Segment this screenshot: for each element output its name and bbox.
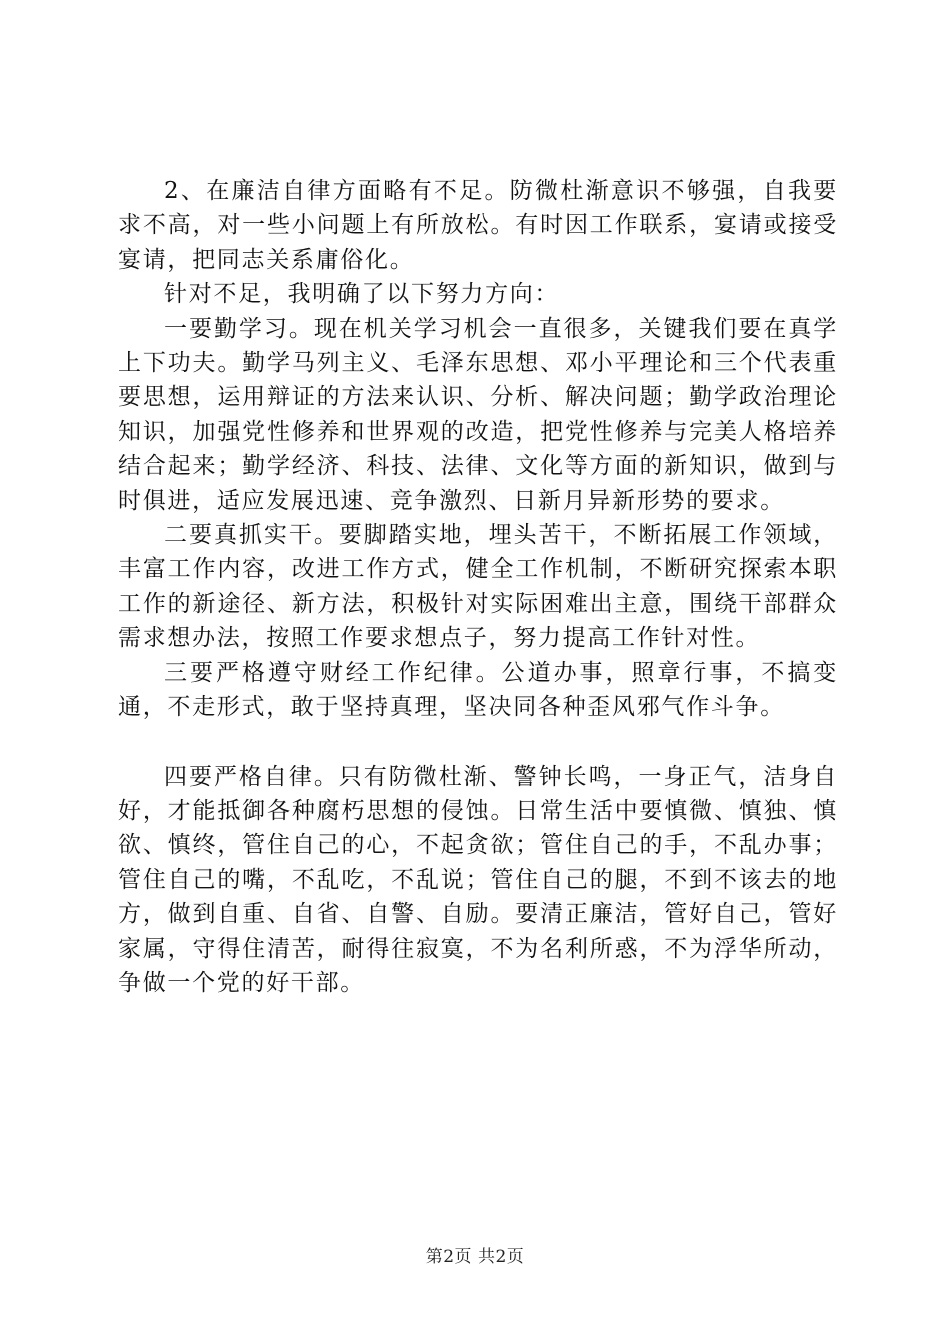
paragraph-integrity-shortcoming: 2、在廉洁自律方面略有不足。防微杜渐意识不够强，自我要求不高，对一些小问题上有所放松。有时因工作联系，宴请或接受宴请，把同志关系庸俗化。 (118, 178, 838, 273)
paragraph-financial-discipline: 三要严格遵守财经工作纪律。公道办事，照章行事，不搞变通，不走形式，敢于坚持真理，坚决同各种歪风邪气作斗争。 (118, 659, 838, 721)
paragraph-improvement-intro: 针对不足，我明确了以下努力方向： (164, 281, 560, 308)
document-body (118, 174, 838, 1000)
paragraph-study-diligently: 一要勤学习。现在机关学习机会一直很多，关键我们要在真学上下功夫。勤学马列主义、毛泽东思想、邓小平理论和三个代表重要思想，运用辩证的方法来认识、分析、解决问题；勤学政治理论知识，加强党性修养和世界观的改造，把党性修养与完美人格培养结合起来；勤学经济、科技、法律、文化等方面的新知识，做到与时俱进，适应发展迅速、竞争激烈、日新月异新形势的要求。 (118, 315, 838, 514)
paragraph-gap (118, 725, 838, 760)
paragraph-practical-work: 二要真抓实干。要脚踏实地，埋头苦干，不断拓展工作领域，丰富工作内容，改进工作方式，健全工作机制，不断研究探索本职工作的新途径、新方法，积极针对实际困难出主意，围绕干部群众需求想办法，按照工作要求想点子，努力提高工作针对性。 (118, 522, 838, 652)
page-footer: 第2页 共2页 (425, 1247, 525, 1267)
paragraph-self-discipline: 四要严格自律。只有防微杜渐、警钟长鸣，一身正气，洁身自好，才能抵御各种腐朽思想的侵蚀。日常生活中要慎微、慎独、慎欲、慎终，管住自己的心，不起贪欲；管住自己的手，不乱办事；管住自己的嘴，不乱吃，不乱说；管住自己的腿，不到不该去的地方，做到自重、自省、自警、自励。要清正廉洁，管好自己，管好家属，守得住清苦，耐得往寂寞，不为名利所惑，不为浮华所动，争做一个党的好干部。 (118, 763, 838, 996)
